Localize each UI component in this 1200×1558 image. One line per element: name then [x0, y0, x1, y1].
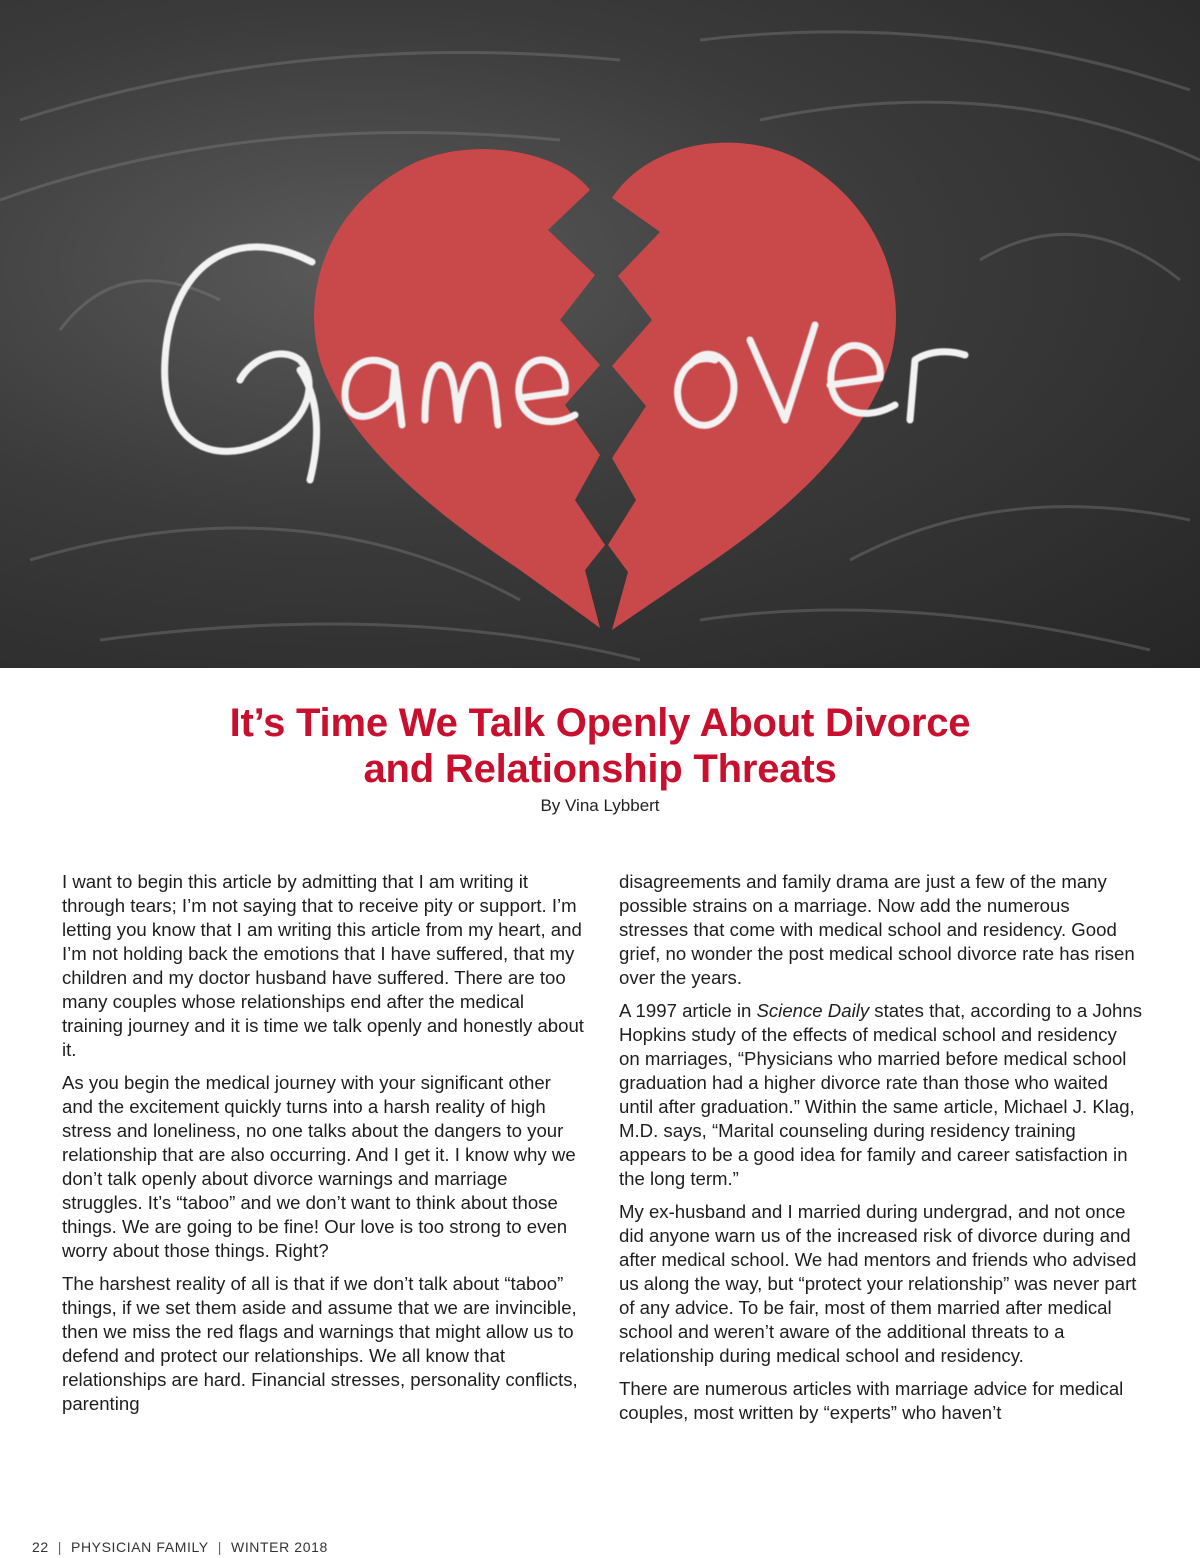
article-header	[0, 700, 1200, 816]
page-number: 22	[32, 1539, 49, 1555]
magazine-name: PHYSICIAN FAMILY	[71, 1539, 209, 1555]
paragraph: There are numerous articles with marriage advice for medical couples, most written by “experts” who haven’t	[619, 1378, 1124, 1423]
article-body	[62, 870, 1142, 1434]
paragraph: The harshest reality of all is that if we don’t talk about “taboo” things, if we set them aside and assume that we are invincible, then we miss the red flags and warnings that might allow us to defend and protect our relationships. We all know that relationships are hard. Financial stresses, personality conflicts, parenting	[62, 1273, 578, 1414]
paragraph-text: A 1997 article in	[619, 1000, 757, 1021]
chalkboard-illustration	[0, 0, 1200, 668]
article-title	[0, 700, 1200, 792]
left-column	[62, 870, 585, 1434]
paragraph-with-citation	[619, 999, 1142, 1191]
article-title-line-2: and Relationship Threats	[363, 747, 837, 791]
paragraph: My ex-husband and I married during undergrad, and not once did anyone warn us of the increased risk of divorce during and after medical school. We had mentors and friends who advised us along the way, but “protect your relationship” was never part of any advice. To be fair, most of them married after medical school and weren’t aware of the additional threats to a relationship during medical school and residency.	[619, 1201, 1137, 1366]
footer-divider: |	[217, 1539, 222, 1555]
article-byline: By Vina Lybbert	[540, 796, 660, 815]
paragraph: I want to begin this article by admitting that I am writing it through tears; I’m not saying that to receive pity or support. I’m letting you know that I am writing this article from my heart, and I’m not holding back the emotions that I have suffered, that my children and my doctor husband have suffered. There are too many couples whose relationships end after the medical training journey and it is time we talk openly and honestly about it.	[62, 871, 584, 1060]
right-column	[619, 870, 1142, 1434]
footer-divider: |	[57, 1539, 63, 1555]
chalk-smudges	[0, 32, 1200, 660]
paragraph: As you begin the medical journey with your significant other and the excitement quickly turns into a harsh reality of high stress and loneliness, no one talks about the dangers to your relationship that are also occurring. And I get it. I know why we don’t talk openly about divorce warnings and marriage struggles. It’s “taboo” and we don’t want to think about those things. We are going to be fine! Our love is too strong to even worry about those things. Right?	[62, 1072, 576, 1261]
source-title: Science Daily	[756, 1000, 870, 1021]
hero-image	[0, 0, 1200, 668]
broken-heart-icon	[314, 143, 896, 630]
page-footer	[32, 1539, 328, 1555]
paragraph-text: states that, according to a Johns Hopkins study of the effects of medical school and residency on marriages, “Physicians who married before medical school graduation had a higher divorce rate than those who waited until after graduation.” Within the same article, Michael J. Klag, M.D. says, “Marital counseling during residency training appears to be a good idea for family and career satisfaction in the long term.”	[619, 1000, 1143, 1189]
paragraph: disagreements and family drama are just a few of the many possible strains on a marriage. Now add the numerous stresses that come with medical school and residency. Good grief, no wonder the post medical school divorce rate has risen over the years.	[619, 871, 1135, 988]
article-title-line-1: It’s Time We Talk Openly About Divorce	[229, 701, 971, 745]
issue-name: WINTER 2018	[231, 1539, 328, 1555]
